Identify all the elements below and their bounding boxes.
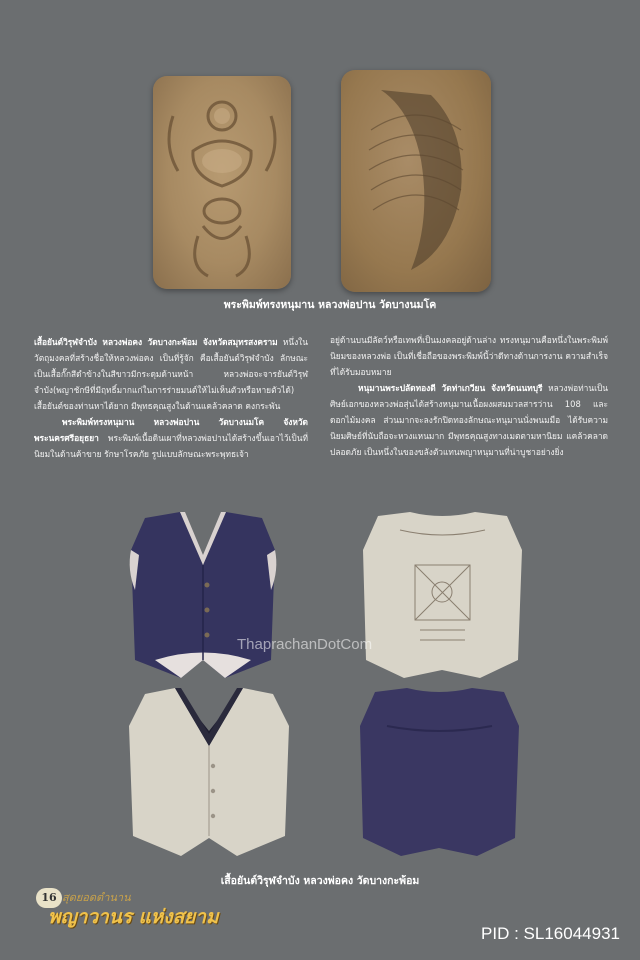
vest-icon [360,510,525,680]
left-paragraph-2-heading: พระพิมพ์ทรงหนุมาน หลวงพ่อปาน วัดบางนมโค จังหวัดพระนครศรีอยุธยา [34,417,308,443]
right-paragraph-2-heading: หนุมานพระปลัดทองดี วัดท่าเกวียน จังหวัดนนทบุรี [358,383,543,393]
vest-icon [125,510,282,680]
hanuman-amulet-front-icon [153,76,291,289]
vest-dark-front-image [125,510,282,680]
footer-subtitle: สุดยอดตำนาน [62,891,131,904]
amulet-back-image [341,70,491,292]
vest-icon [357,686,522,858]
vest-dark-back-image [357,686,522,858]
left-paragraph-1-heading: เสื้อยันต์วิรุฬจำบัง หลวงพ่อคง วัดบางกะพ้อม จังหวัดสมุทรสงคราม [34,337,278,347]
left-paragraph-1 [34,334,308,414]
vests-caption: เสื้อยันต์วิรุฬจำบัง หลวงพ่อคง วัดบางกะพ้อม [220,875,420,887]
page-number: 16 [36,888,62,908]
product-id-label: PID : SL16044931 [481,924,620,943]
left-paragraph-2-body: พระพิมพ์เนื้อดินเผาที่หลวงพ่อปานได้สร้างขึ้นเอาไว้เป็นที่นิยมในด้านค้าขาย รักษาโรคภัย รูปแบบลักษณะพระพุทธเจ้า [34,433,308,459]
watermark-text: ThaprachanDotCom [237,636,373,653]
right-paragraph-1: อยู่ด้านบนมีลัตว์หรือเทพที่เป็นมงคลอยู่ด้านล่าง ทรงหนุมานคือหนึ่งในพระพิมพ์นิยมของหลวงพ่อ เป็นที่เชื่อถือของพระพิมพ์นี้ว่าดีทางด้านการงาน ความสำเร็จที่ได้รับมอบหมาย [330,335,608,377]
left-paragraph-1-body: หนึ่งในวัตถุมงคลที่สร้างชื่อให้หลวงพ่อคง เป็นที่รู้จัก คือเสื้อยันต์วิรุฬจำบัง ลักษณะเป็นเสื้อกั๊กสีดำข้างในสีขาวมีกระดุมด้านหน้า หลวงพ่อจะจารยันต์วิรุฬจำบัง(พญาชักษีที่มีฤทธิ์มากแก่ในการร่ายมนต์ให้ไม่เห็นตัวหรือหายตัวได้) เสื้อยันต์ของท่านหาได้ยาก มีพุทธคุณสูงในด้านแคล้วคลาด คงกระพัน [34,337,308,411]
footer-brand-title: พญาวานร แห่งสยาม [48,906,219,928]
right-text-column [330,332,608,460]
amulet-back-fingerprint-icon [341,70,491,292]
left-paragraph-2 [34,414,308,462]
amulet-front-image [153,76,291,289]
left-text-column [34,334,308,462]
vest-light-back-image [360,510,525,680]
vest-icon [125,686,293,858]
right-paragraph-2 [330,380,608,460]
right-paragraph-2-body: หลวงพ่อท่านเป็นศิษย์เอกของหลวงพ่อสุ่นได้สร้างหนุมานเนื้อผงผสมมวลสารว่าน 108 และดอกไม้มงคล ส่วนมากจะลงรักปิดทองลักษณะหนุมานนั่งพนมมือ ได้รับความนิยมศิษย์ที่นับถือจะหวงแหนมาก มีพุทธคุณสูงทางเมตตามหานิยม แคล้วคลาดปลอดภัย เป็นหนึ่งในของขลังตัวแทนพญาหนุมานที่น่าบูชาอย่างยิ่ง [330,383,608,457]
amulet-caption: พระพิมพ์ทรงหนุมาน หลวงพ่อปาน วัดบางนมโค [223,299,437,311]
vest-light-front-image [125,686,293,858]
